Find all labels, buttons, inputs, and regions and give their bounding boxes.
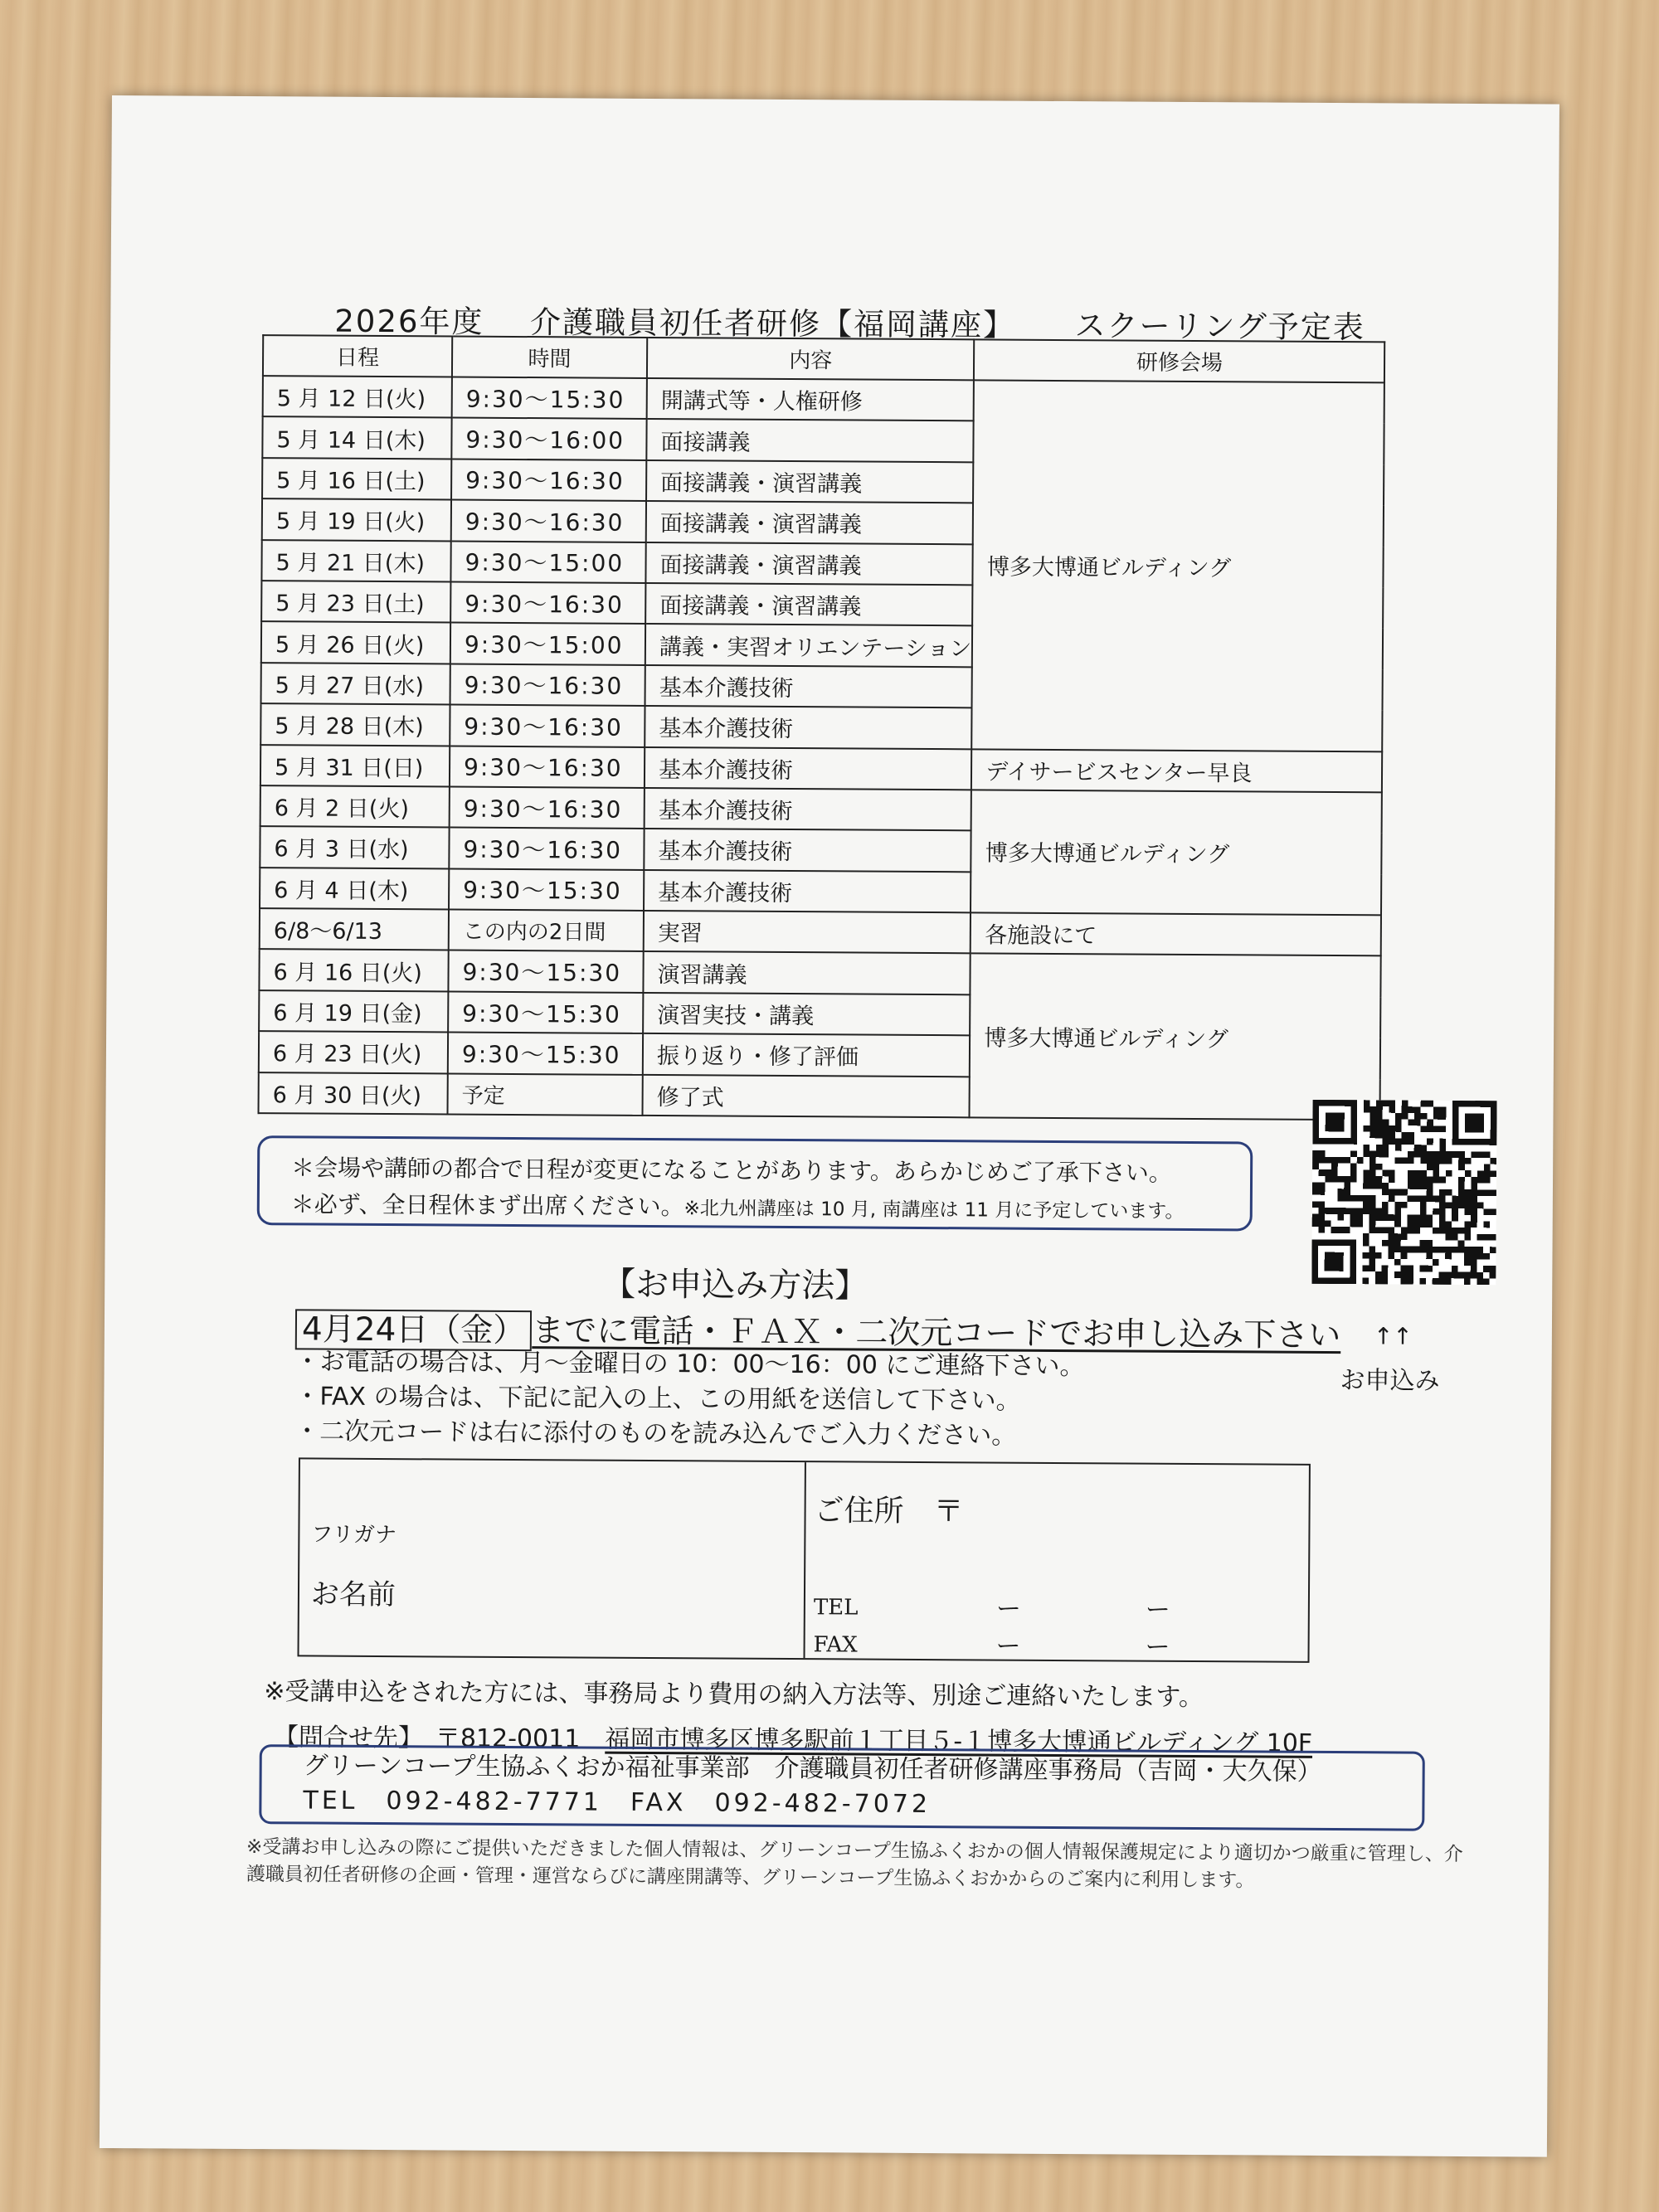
cell-time: 9:30〜16:30 — [450, 581, 645, 624]
cell-content: 面接講義・演習講義 — [646, 501, 974, 544]
cell-date: 5 月 26 日(火) — [261, 621, 450, 664]
cell-content: 実習 — [644, 911, 971, 954]
cell-time: 9:30〜15:30 — [448, 1033, 643, 1075]
cell-date: 5 月 19 日(火) — [262, 498, 451, 541]
table-row — [260, 908, 1382, 956]
notice-line-2-small: ※北九州講座は 10 月, 南講座は 11 月に予定しています。 — [684, 1198, 1185, 1223]
cell-venue: 博多大博通ビルディング — [971, 790, 1382, 915]
cell-date: 5 月 23 日(土) — [261, 581, 450, 623]
cell-time: 9:30〜15:30 — [449, 868, 644, 911]
cell-date: 5 月 27 日(水) — [261, 663, 450, 705]
cell-content: 基本介護技術 — [645, 706, 972, 749]
inquiry-address: 福岡市博多区博多駅前１丁目５-１博多大博通ビルディング 10F — [605, 1724, 1313, 1758]
cell-content: 面接講義 — [646, 419, 974, 462]
furigana-field[interactable]: フリガナ — [311, 1522, 397, 1548]
cell-content: 修了式 — [642, 1075, 970, 1118]
cell-content: 基本介護技術 — [645, 788, 972, 831]
cell-content: 演習実技・講義 — [643, 993, 971, 1036]
tel-dash-1: ー — [995, 1594, 1021, 1624]
cell-date: 5 月 31 日(日) — [260, 745, 450, 787]
title-year: 2026年度 — [334, 303, 484, 340]
table-header-row — [263, 335, 1385, 382]
cell-time: 予定 — [448, 1073, 643, 1116]
cell-content: 面接講義・演習講義 — [645, 583, 973, 626]
header-time: 時間 — [452, 337, 647, 378]
cell-time: 9:30〜15:00 — [450, 623, 645, 665]
cell-content: 開講式等・人権研修 — [647, 378, 975, 421]
table-row — [260, 785, 1383, 834]
notice-line-2-text: ＊必ず、全日程休まず出席ください。 — [290, 1190, 684, 1221]
cell-date: 6 月 3 日(水) — [260, 826, 449, 868]
qr-code[interactable] — [1311, 1100, 1496, 1285]
cell-venue: 各施設にて — [971, 912, 1381, 955]
privacy-notice: ※受講お申し込みの際にご提供いただきました個人情報は、グリーンコープ生協ふくおかの個人情報保護規定により適切かつ厳重に管理し、介護職員初任者研修の企画・管理・運営ならびに講座開講等、グリーンコープ生協ふくおかからのご案内に利用します。 — [246, 1836, 1463, 1892]
cell-date: 6 月 19 日(金) — [259, 990, 448, 1033]
cell-venue: 博多大博通ビルディング — [970, 954, 1381, 1121]
cell-date: 6 月 23 日(火) — [259, 1031, 448, 1073]
instruction-qr: ・二次元コードは右に添付のものを読み込んでご入力ください。 — [294, 1417, 1017, 1451]
cell-date: 5 月 28 日(木) — [260, 703, 450, 746]
cell-time: 9:30〜16:30 — [450, 746, 645, 788]
cell-time: 9:30〜16:30 — [449, 828, 644, 870]
qr-label: お申込み — [1340, 1366, 1440, 1396]
table-row — [259, 950, 1381, 998]
application-form — [298, 1457, 1311, 1662]
cell-date: 5 月 14 日(木) — [262, 417, 451, 459]
title-course: 介護職員初任者研修【福岡講座】 — [529, 304, 1016, 343]
up-arrows-icon: ↑↑ — [1373, 1322, 1413, 1350]
paper-sheet — [100, 95, 1559, 2157]
cell-venue: デイサービスセンター早良 — [971, 749, 1382, 792]
cell-content: 基本介護技術 — [644, 870, 971, 913]
cell-time: 9:30〜15:00 — [450, 541, 645, 583]
header-date: 日程 — [263, 335, 452, 377]
cell-date: 6/8〜6/13 — [260, 908, 449, 950]
cell-date: 6 月 4 日(木) — [260, 868, 449, 910]
cell-content: 講義・実習オリエンテーション — [645, 624, 973, 667]
cell-time: 9:30〜16:30 — [450, 705, 645, 747]
cell-venue: 博多大博通ビルディング — [972, 380, 1385, 751]
cell-date: 6 月 16 日(火) — [259, 950, 448, 992]
organization-box — [259, 1744, 1425, 1831]
deadline-text: までに電話・ＦＡＸ・二次元コードでお申し込み下さい — [532, 1312, 1341, 1355]
cell-date: 6 月 30 日(火) — [259, 1072, 448, 1115]
instruction-phone: ・お電話の場合は、月〜金曜日の 10：00〜16：00 にご連絡下さい。 — [294, 1347, 1085, 1382]
apply-instructions — [294, 1344, 1085, 1454]
cell-content: 振り返り・修了評価 — [643, 1033, 971, 1077]
cell-date: 5 月 12 日(火) — [263, 376, 452, 418]
cell-time: 9:30〜16:00 — [451, 418, 646, 460]
cell-time: 9:30〜15:30 — [452, 377, 647, 420]
header-venue: 研修会場 — [974, 339, 1384, 382]
cell-time: この内の2日間 — [449, 910, 644, 952]
instruction-fax: ・FAX の場合は、下記に記入の上、この用紙を送信して下さい。 — [294, 1382, 1021, 1416]
fax-dash-1: ー — [995, 1631, 1021, 1661]
notice-box — [257, 1135, 1253, 1231]
cell-date: 5 月 16 日(土) — [262, 458, 451, 500]
table-row — [260, 745, 1383, 793]
cell-time: 9:30〜16:30 — [451, 459, 646, 501]
cell-date: 5 月 21 日(木) — [261, 540, 450, 582]
registration-note: ※受講申込をされた方には、事務局より費用の納入方法等、別途ご連絡いたします。 — [264, 1677, 1204, 1713]
organization-name: グリーンコープ生協ふくおか福祉事業部 介護職員初任者研修講座事務局（吉岡・大久保） — [303, 1751, 1322, 1787]
schedule-table — [258, 334, 1386, 1121]
tel-dash-2: ー — [1145, 1595, 1170, 1625]
form-divider — [804, 1462, 806, 1658]
address-field[interactable]: ご住所 〒 — [814, 1494, 964, 1529]
cell-content: 基本介護技術 — [644, 829, 971, 872]
cell-content: 面接講義・演習講義 — [646, 460, 974, 503]
tel-field[interactable]: TEL — [813, 1595, 859, 1621]
cell-content: 演習講義 — [643, 951, 971, 994]
notice-line-1: ＊会場や講師の都合で日程が変更になることがあります。あらかじめご了承下さい。 — [291, 1154, 1172, 1187]
cell-date: 6 月 2 日(火) — [260, 785, 450, 828]
title-table-name: スクーリング予定表 — [1074, 308, 1365, 346]
cell-time: 9:30〜15:30 — [448, 991, 643, 1033]
deadline-date: 4月24日（金） — [295, 1309, 533, 1351]
table-row — [263, 376, 1385, 424]
notice-line-2 — [291, 1186, 1250, 1230]
cell-time: 9:30〜16:30 — [451, 500, 646, 542]
apply-heading: 【お申込み方法】 — [602, 1265, 868, 1305]
cell-content: 基本介護技術 — [645, 665, 973, 708]
cell-time: 9:30〜15:30 — [448, 950, 643, 993]
header-content: 内容 — [647, 338, 975, 380]
cell-content: 基本介護技術 — [645, 746, 972, 790]
cell-time: 9:30〜16:30 — [450, 664, 645, 706]
organization-contact: TEL 092-482-7771 FAX 092-482-7072 — [303, 1786, 932, 1820]
fax-dash-2: ー — [1145, 1632, 1170, 1662]
fax-field[interactable]: FAX — [813, 1632, 858, 1658]
inquiry-label: 【問合せ先】 〒812-0011 — [273, 1723, 581, 1754]
name-field[interactable]: お名前 — [310, 1578, 397, 1612]
cell-content: 面接講義・演習講義 — [645, 542, 973, 586]
cell-time: 9:30〜16:30 — [450, 786, 645, 829]
